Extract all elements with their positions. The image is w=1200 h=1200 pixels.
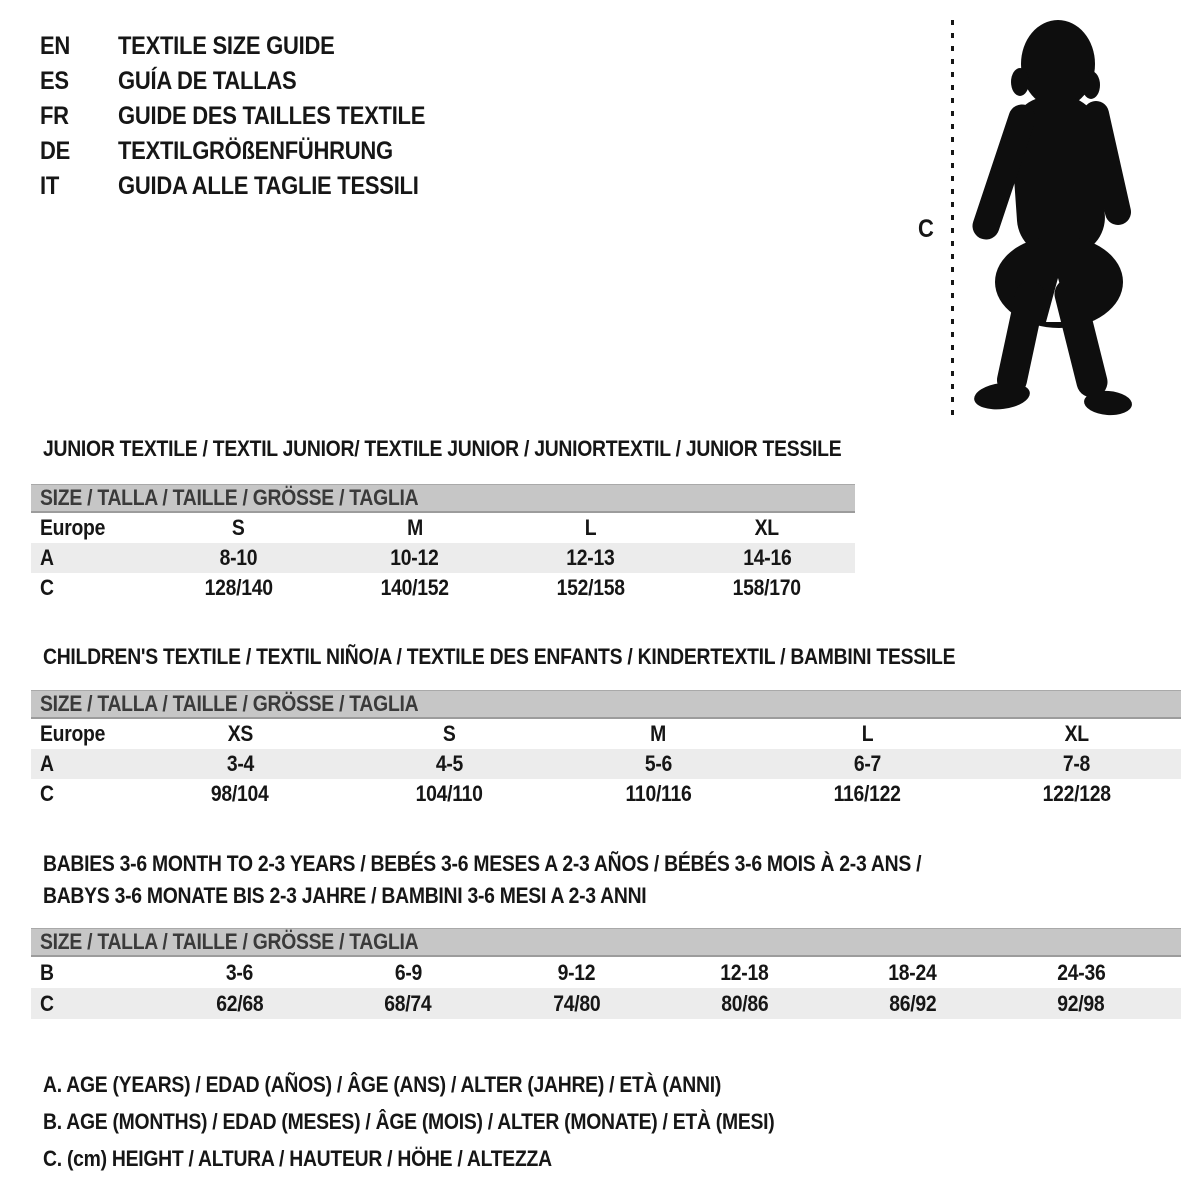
size-cell-text: 62/68	[216, 990, 264, 1016]
size-cell-text: 74/80	[552, 990, 600, 1016]
table-title-line	[43, 848, 1041, 880]
size-cell-text: M	[650, 721, 667, 746]
size-cell	[997, 960, 1165, 986]
legend-line-text: A. AGE (YEARS) / EDAD (AÑOS) / ÂGE (ANS) / ALTER (JAHRE) / ETÀ (ANNI)	[43, 1072, 722, 1097]
size-table-children	[31, 690, 1181, 809]
table-row-b	[31, 957, 1181, 988]
size-cell	[972, 781, 1181, 807]
row-label-text: A	[40, 751, 54, 776]
size-cell	[327, 515, 503, 541]
size-cell	[554, 721, 763, 747]
size-cell-text: 92/98	[1057, 990, 1105, 1016]
legend-line-text: C. (cm) HEIGHT / ALTURA / HAUTEUR / HÖHE / ALTEZZA	[43, 1146, 552, 1171]
row-label-text: Europe	[40, 721, 106, 746]
size-cell	[136, 721, 345, 747]
table-row-a	[31, 543, 855, 573]
size-cell-text: 158/170	[732, 575, 802, 600]
size-cell	[554, 751, 763, 777]
language-row	[40, 64, 467, 99]
size-cell	[972, 751, 1181, 777]
language-code	[40, 172, 118, 201]
row-label-text: Europe	[40, 515, 106, 540]
language-code	[40, 137, 118, 166]
table-row-a	[31, 749, 1181, 779]
language-row	[40, 29, 467, 64]
size-cell-text: 18-24	[888, 959, 937, 985]
size-header-label: SIZE / TALLA / TAILLE / GRÖSSE / TAGLIA	[40, 691, 419, 716]
language-title-text: GUIDE DES TAILLES TEXTILE	[118, 102, 426, 130]
language-title	[118, 102, 467, 131]
size-cell-text: 6-7	[853, 751, 882, 776]
size-cell-text: XS	[227, 721, 253, 746]
size-header-bar	[31, 690, 1181, 719]
size-cell-text: S	[442, 721, 456, 746]
language-title-text: TEXTILGRÖßENFÜHRUNG	[118, 137, 393, 165]
size-cell-text: 98/104	[211, 781, 269, 806]
size-cell-text: 8-10	[219, 545, 258, 570]
size-header-bar	[31, 928, 1181, 957]
legend	[43, 1066, 874, 1177]
size-cell	[327, 575, 503, 601]
table-row-europe	[31, 513, 855, 543]
row-label	[31, 781, 136, 807]
language-title	[118, 137, 467, 166]
language-title-list	[40, 29, 467, 204]
language-code-text: EN	[40, 32, 71, 60]
table-title-text: BABYS 3-6 MONATE BIS 2-3 JAHRE / BAMBINI 3-6 MESI A 2-3 ANNI	[43, 883, 647, 908]
size-cell	[345, 751, 554, 777]
size-cell	[763, 781, 972, 807]
row-label-text: C	[40, 781, 54, 806]
language-code-text: DE	[40, 137, 71, 165]
size-cell-text: 4-5	[435, 751, 463, 776]
size-cell-text: XL	[1064, 721, 1089, 746]
size-cell-text: 140/152	[380, 575, 449, 600]
table-row-europe	[31, 719, 1181, 749]
size-table-babies	[31, 928, 1181, 1019]
height-measure-label	[918, 215, 936, 244]
table-title-line	[43, 641, 1080, 673]
size-cell-text: 110/116	[625, 781, 692, 806]
size-cell	[345, 721, 554, 747]
size-cell-text: L	[585, 515, 597, 540]
baby-silhouette-shape	[973, 20, 1133, 417]
size-cell	[679, 545, 855, 571]
size-cell	[503, 545, 679, 571]
language-code-text: FR	[40, 102, 69, 130]
size-cell-text: 12-18	[720, 959, 769, 985]
size-cell	[554, 781, 763, 807]
size-cell-text: 116/122	[833, 781, 901, 806]
size-header-label: SIZE / TALLA / TAILLE / GRÖSSE / TAGLIA	[40, 929, 419, 954]
legend-line	[43, 1140, 874, 1177]
language-title-text: TEXTILE SIZE GUIDE	[118, 32, 335, 60]
size-cell	[997, 991, 1165, 1017]
table-title-line	[43, 433, 950, 465]
size-cell	[150, 545, 326, 571]
size-cell	[150, 575, 326, 601]
row-label	[31, 575, 150, 601]
size-cell-text: 5-6	[644, 751, 672, 776]
size-cell-text: 3-4	[226, 751, 254, 776]
height-measure-letter: C	[918, 215, 934, 243]
language-row	[40, 134, 467, 169]
size-cell-text: 68/74	[384, 990, 432, 1016]
language-title	[118, 172, 467, 201]
row-label	[31, 515, 150, 541]
legend-line-text: B. AGE (MONTHS) / EDAD (MESES) / ÂGE (MOIS) / ALTER (MONATE) / ETÀ (MESI)	[43, 1109, 775, 1134]
size-cell-text: 6-9	[394, 959, 422, 985]
table-title-children	[43, 641, 1080, 673]
size-table-junior	[31, 484, 855, 603]
size-cell	[763, 721, 972, 747]
size-cell	[324, 960, 492, 986]
row-label	[31, 751, 136, 777]
table-title-text: JUNIOR TEXTILE / TEXTIL JUNIOR/ TEXTILE JUNIOR / JUNIORTEXTIL / JUNIOR TESSILE	[43, 436, 842, 461]
size-cell	[156, 960, 324, 986]
size-cell-text: 122/128	[1042, 781, 1111, 806]
size-cell	[136, 781, 345, 807]
row-label	[31, 960, 156, 986]
language-title	[118, 67, 467, 96]
size-cell	[324, 991, 492, 1017]
language-title-text: GUÍA DE TALLAS	[118, 67, 297, 95]
size-cell-text: 9-12	[557, 959, 596, 985]
size-cell-text: M	[406, 515, 423, 540]
table-row-c	[31, 988, 1181, 1019]
size-cell	[136, 751, 345, 777]
table-title-text: BABIES 3-6 MONTH TO 2-3 YEARS / BEBÉS 3-6 MESES A 2-3 AÑOS / BÉBÉS 3-6 MOIS À 2-3 ANS /	[43, 851, 922, 876]
language-code-text: ES	[40, 67, 69, 95]
table-row-c	[31, 573, 855, 603]
size-cell	[327, 545, 503, 571]
table-title-line	[43, 880, 1041, 912]
size-cell-text: 14-16	[742, 545, 792, 570]
row-label	[31, 991, 156, 1017]
height-measure-dashed-line	[951, 20, 954, 418]
size-cell-text: 104/110	[415, 781, 483, 806]
row-label	[31, 545, 150, 571]
row-label	[31, 721, 136, 747]
table-title-text: CHILDREN'S TEXTILE / TEXTIL NIÑO/A / TEXTILE DES ENFANTS / KINDERTEXTIL / BAMBINI TESSILE	[43, 644, 956, 669]
size-cell	[503, 515, 679, 541]
size-header-label: SIZE / TALLA / TAILLE / GRÖSSE / TAGLIA	[40, 485, 419, 510]
size-cell	[679, 575, 855, 601]
size-cell-text: XL	[754, 515, 780, 540]
size-cell-text: L	[861, 721, 874, 746]
size-cell	[660, 960, 828, 986]
language-title-text: GUIDA ALLE TAGLIE TESSILI	[118, 172, 419, 200]
size-cell	[679, 515, 855, 541]
size-header-bar	[31, 484, 855, 513]
size-cell-text: 80/86	[720, 990, 769, 1016]
row-label-text: C	[40, 990, 54, 1016]
size-cell-text: 86/92	[889, 990, 937, 1016]
size-cell-text: 7-8	[1062, 751, 1091, 776]
table-title-babies	[43, 848, 1041, 912]
size-cell	[829, 960, 997, 986]
size-cell-text: 12-13	[566, 545, 615, 570]
row-label-text: A	[40, 545, 54, 570]
row-label-text: C	[40, 575, 54, 600]
size-cell	[763, 751, 972, 777]
size-cell	[345, 781, 554, 807]
size-cell	[150, 515, 326, 541]
legend-line	[43, 1066, 874, 1103]
size-cell	[972, 721, 1181, 747]
legend-line	[43, 1103, 874, 1140]
size-cell-text: 152/158	[556, 575, 625, 600]
size-cell	[492, 991, 660, 1017]
table-row-c	[31, 779, 1181, 809]
row-label-text: B	[40, 959, 54, 985]
size-cell	[492, 960, 660, 986]
size-cell	[660, 991, 828, 1017]
size-cell	[503, 575, 679, 601]
language-title	[118, 32, 467, 61]
language-code	[40, 32, 118, 61]
table-title-junior	[43, 433, 950, 465]
language-row	[40, 99, 467, 134]
size-cell-text: 3-6	[226, 959, 254, 985]
language-code	[40, 67, 118, 96]
language-row	[40, 169, 467, 204]
size-cell-text: 10-12	[390, 545, 439, 570]
language-code	[40, 102, 118, 131]
size-cell-text: 128/140	[204, 575, 273, 600]
size-cell	[156, 991, 324, 1017]
baby-silhouette	[966, 16, 1136, 418]
size-cell-text: 24-36	[1056, 959, 1106, 985]
size-cell	[829, 991, 997, 1017]
size-cell-text: S	[232, 515, 245, 540]
language-code-text: IT	[40, 172, 60, 200]
